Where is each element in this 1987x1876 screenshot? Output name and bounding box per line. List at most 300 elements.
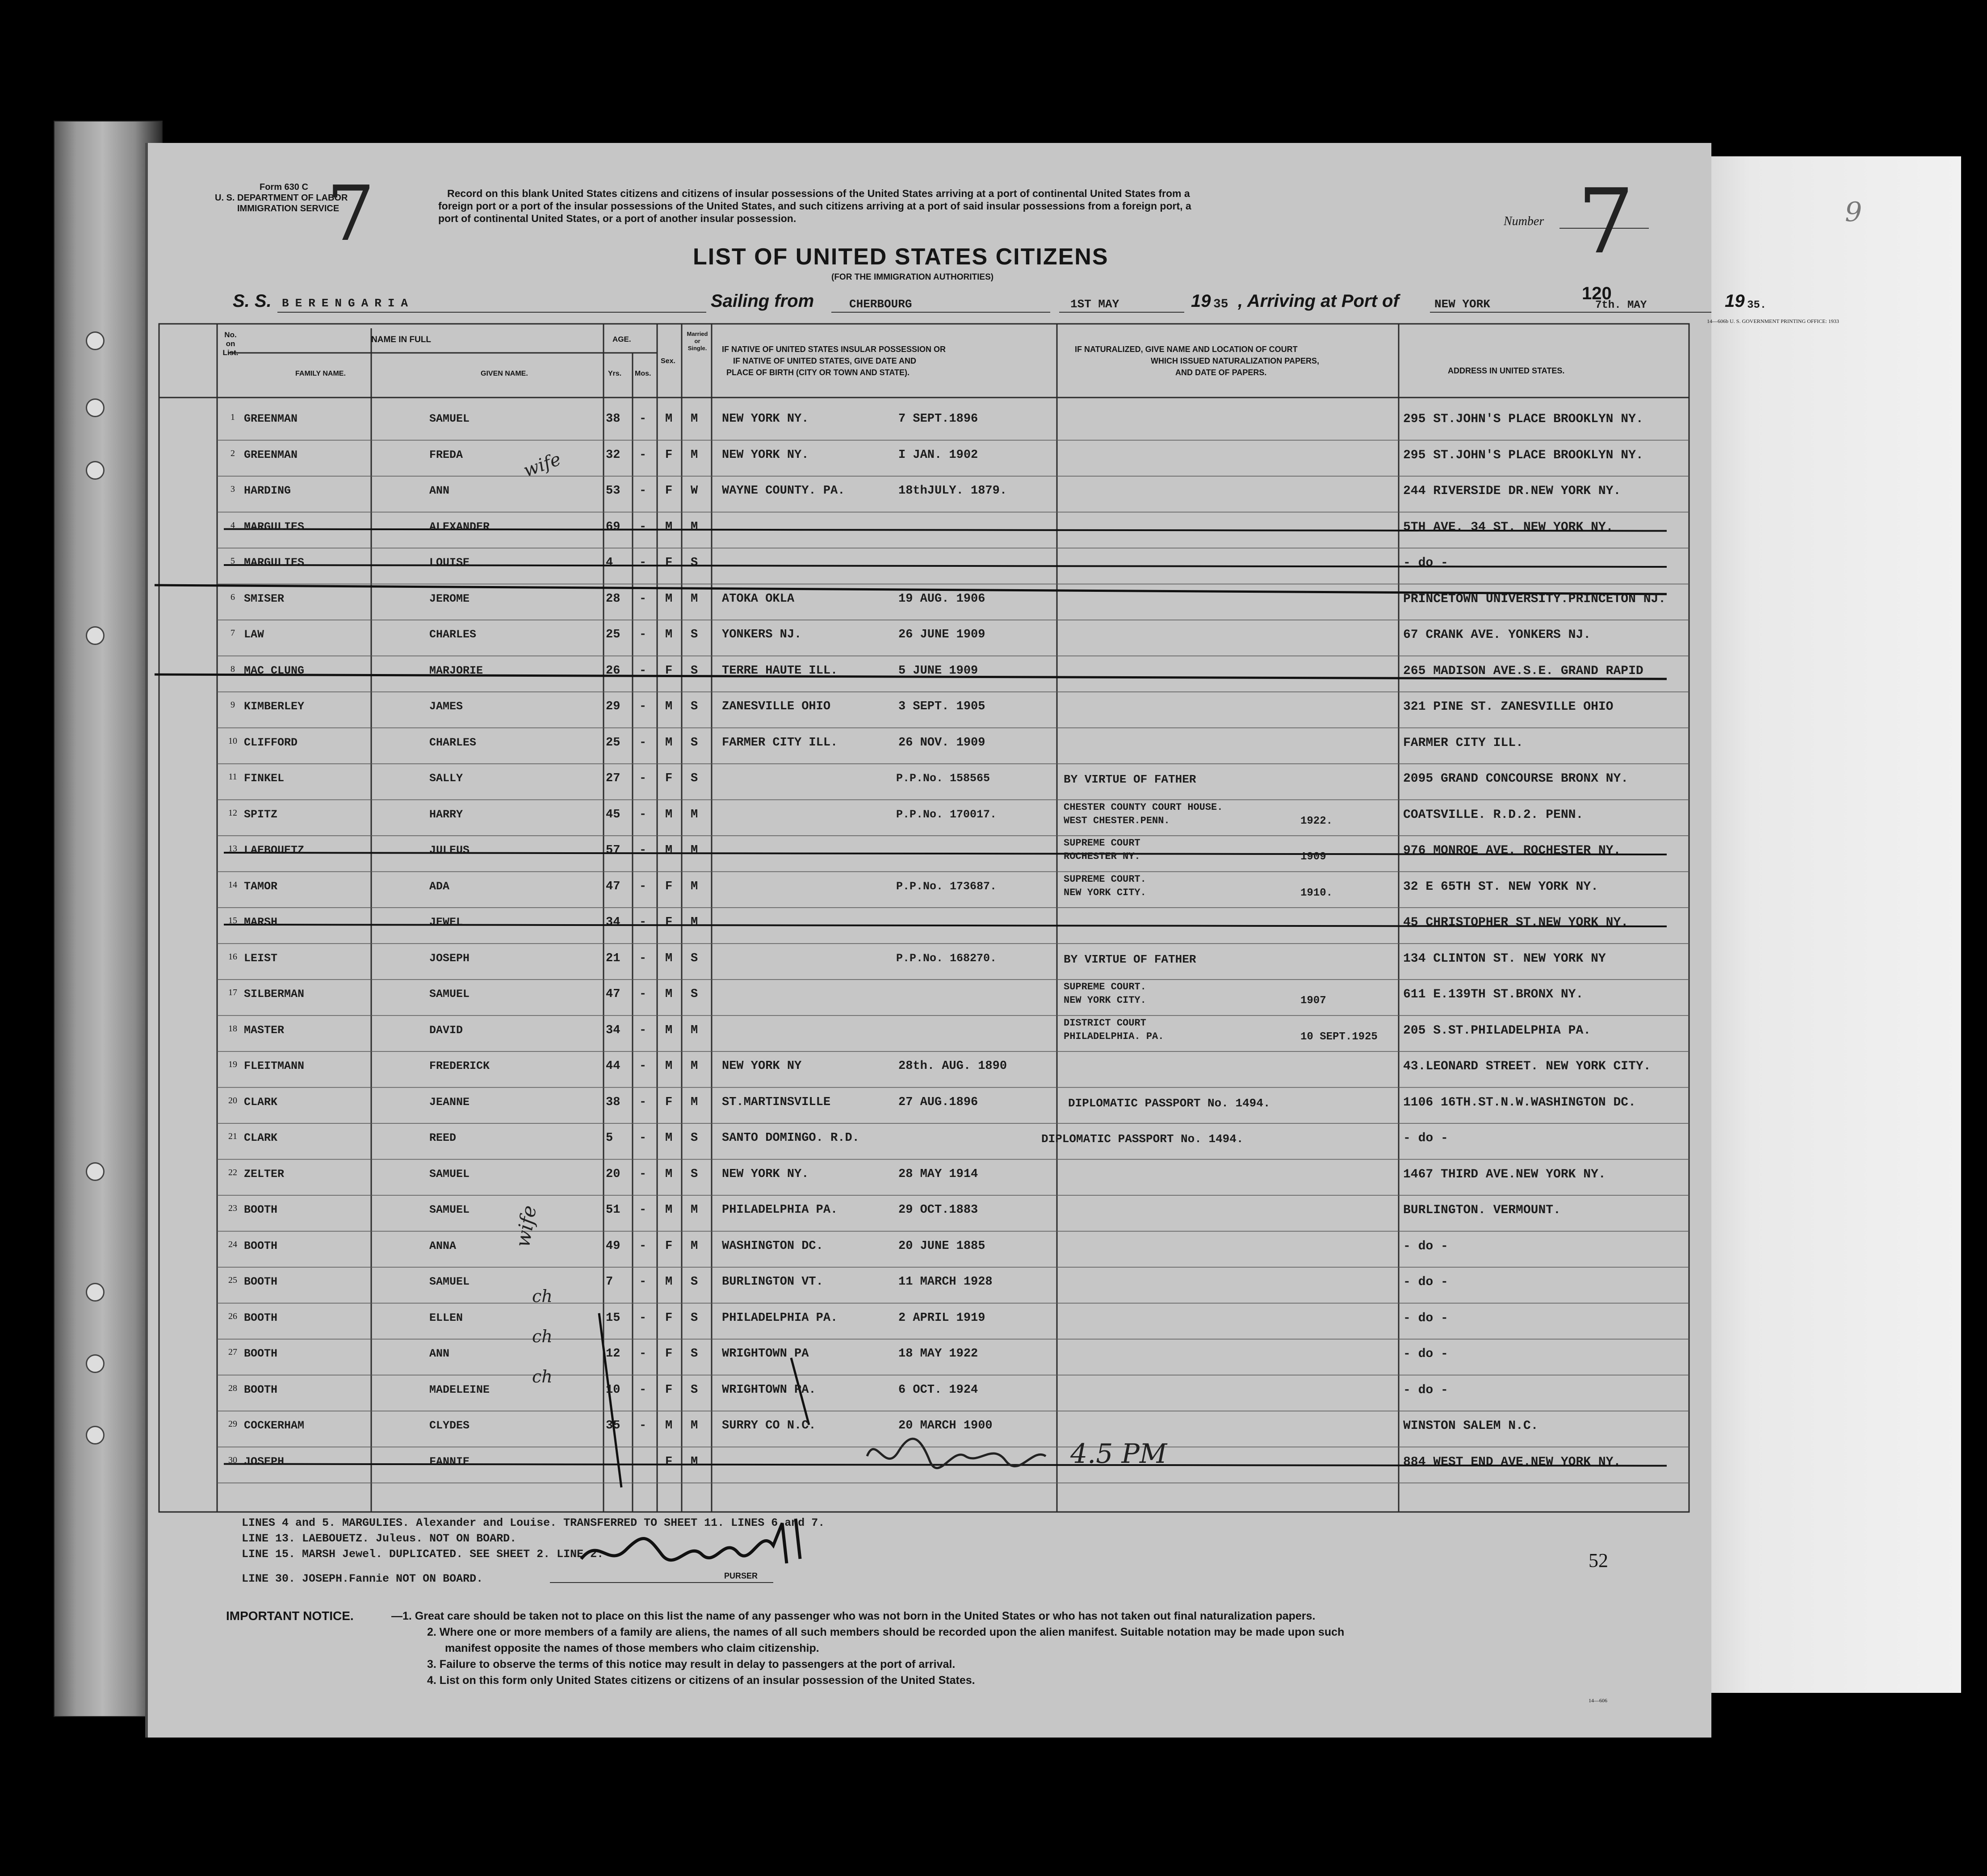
cell-mos: -	[639, 484, 647, 498]
col-header-age: AGE.	[612, 335, 631, 343]
cell-given: ANN	[429, 484, 450, 497]
handwritten-child-note: ch	[532, 1327, 553, 1346]
cell-given: ELLEN	[429, 1311, 463, 1324]
cell-ms: M	[691, 1239, 698, 1253]
cell-mos: -	[639, 916, 647, 929]
cell-sex: F	[665, 1383, 673, 1397]
col-header-mos: Mos.	[635, 370, 651, 377]
cell-ms: S	[691, 1131, 698, 1145]
cell-sex: M	[665, 988, 673, 1001]
cell-mos: -	[639, 1095, 647, 1109]
page-subtitle: (FOR THE IMMIGRATION AUTHORITIES)	[831, 272, 994, 282]
cell-mos: -	[639, 628, 647, 641]
binder-ring-hole	[86, 331, 105, 350]
cell-no: 26	[228, 1311, 237, 1321]
cell-pp: P.P.No. 158565	[896, 772, 990, 785]
cell-addr: - do -	[1403, 1131, 1448, 1145]
handwritten-annotation: 4.5 PM	[1070, 1438, 1167, 1470]
cell-yrs: 5	[606, 1131, 613, 1145]
cell-sex: F	[665, 879, 673, 893]
cell-ms: M	[691, 1455, 698, 1469]
cell-sex: F	[665, 1311, 673, 1325]
page-mark: 9	[1845, 197, 1862, 228]
cell-ms: M	[691, 844, 698, 857]
cell-yrs: 35	[606, 1419, 620, 1432]
instructions-line-2: foreign port or a port of the insular possessions of the United States, and such citizens arriving at a port of said insular possessions from a foreign port, a	[438, 200, 1191, 212]
cell-sex: M	[665, 736, 673, 750]
cell-ms: S	[691, 556, 698, 570]
cell-family: SMISER	[244, 592, 285, 605]
col-header-married: Married or Single.	[687, 331, 708, 352]
cell-given: JEROME	[429, 592, 470, 605]
col-header-given: GIVEN NAME.	[481, 370, 528, 377]
cell-naturalization: DISTRICT COURT	[1064, 1017, 1146, 1029]
cell-family: CLARK	[244, 1095, 278, 1109]
col-header-family: FAMILY NAME.	[295, 370, 346, 377]
col-header-naturalized-3: AND DATE OF PAPERS.	[1175, 368, 1267, 377]
cell-date: 3 SEPT. 1905	[898, 700, 985, 713]
cell-mos: -	[639, 736, 647, 750]
notice-heading: IMPORTANT NOTICE.	[226, 1609, 354, 1623]
cell-place: WAYNE COUNTY. PA.	[722, 484, 845, 498]
cell-given: LOUISE	[429, 556, 470, 569]
cell-yrs: 4	[606, 556, 613, 570]
year-to-prefix: 19	[1725, 291, 1745, 311]
cell-addr: 1106 16TH.ST.N.W.WASHINGTON DC.	[1403, 1095, 1636, 1110]
cell-given: CLYDES	[429, 1419, 470, 1432]
cell-yrs: 21	[606, 951, 620, 965]
cell-place: YONKERS NJ.	[722, 628, 802, 641]
cell-sex: M	[665, 520, 673, 534]
cell-place: SURRY CO N.C.	[722, 1419, 816, 1432]
cell-naturalization: DIPLOMATIC PASSPORT No. 1494.	[1041, 1132, 1244, 1146]
cell-sex: F	[665, 448, 673, 462]
cell-ms: M	[691, 1419, 698, 1432]
cell-ms: M	[691, 916, 698, 929]
cell-naturalization: SUPREME COURT.	[1064, 873, 1146, 885]
cell-sex: F	[665, 1455, 673, 1469]
cell-sex: M	[665, 700, 673, 713]
instructions-line-3: port of continental United States, or a port of another insular possession.	[438, 213, 796, 224]
cell-no: 1	[231, 412, 235, 422]
cell-yrs: 45	[606, 808, 620, 821]
cell-no: 4	[231, 520, 235, 530]
cell-given: SAMUEL	[429, 1167, 470, 1181]
cell-family: BOOTH	[244, 1383, 278, 1396]
cell-sex: M	[665, 1203, 673, 1217]
cell-given: FANNIE	[429, 1455, 470, 1468]
cell-addr: - do -	[1403, 556, 1448, 570]
cell-given: JOSEPH	[429, 951, 470, 965]
cell-yrs: 51	[606, 1203, 620, 1217]
cell-naturalization-date: 1907	[1300, 995, 1326, 1007]
cell-addr: 295 ST.JOHN'S PLACE BROOKLYN NY.	[1403, 448, 1643, 462]
cell-sex: M	[665, 1059, 673, 1073]
cell-place: BURLINGTON VT.	[722, 1275, 823, 1289]
manifest-grid	[148, 143, 1711, 1738]
cell-given: ADA	[429, 879, 450, 893]
cell-ms: M	[691, 1023, 698, 1037]
cell-addr: 884 WEST END AVE.NEW YORK NY.	[1403, 1455, 1621, 1469]
cell-family: LAW	[244, 628, 264, 641]
cell-mos: -	[639, 520, 647, 534]
cell-family: MAC CLUNG	[244, 664, 305, 677]
cell-date: 20 JUNE 1885	[898, 1239, 985, 1253]
date-to: 7th. MAY	[1595, 299, 1647, 311]
cell-ms: M	[691, 1095, 698, 1109]
cell-family: LAEBOUETZ	[244, 844, 305, 857]
cell-family: HARDING	[244, 484, 291, 497]
cell-yrs: 12	[606, 1347, 620, 1361]
cell-sex: M	[665, 1023, 673, 1037]
cell-mos: -	[639, 988, 647, 1001]
cell-sex: F	[665, 916, 673, 929]
cell-ms: M	[691, 448, 698, 462]
cell-yrs: 27	[606, 772, 620, 785]
cell-yrs: 15	[606, 1311, 620, 1325]
cell-family: COCKERHAM	[244, 1419, 305, 1432]
cell-given: SAMUEL	[429, 988, 470, 1001]
cell-ms: M	[691, 592, 698, 606]
cell-mos: -	[639, 1059, 647, 1073]
cell-mos: -	[639, 448, 647, 462]
cell-ms: S	[691, 988, 698, 1001]
page-title: LIST OF UNITED STATES CITIZENS	[693, 244, 1109, 270]
binder-ring-hole	[86, 1354, 105, 1373]
cell-given: MARJORIE	[429, 664, 483, 677]
cell-ms: S	[691, 1311, 698, 1325]
cell-given: CHARLES	[429, 736, 477, 749]
cell-no: 17	[228, 988, 237, 997]
cell-sex: M	[665, 1167, 673, 1181]
cell-sex: M	[665, 1275, 673, 1289]
binder-ring-hole	[86, 1426, 105, 1445]
cell-given: JEANNE	[429, 1095, 470, 1109]
cell-date: 29 OCT.1883	[898, 1203, 978, 1217]
manifest-page	[145, 143, 1839, 1738]
cell-given: HARRY	[429, 808, 463, 821]
handwritten-child-note: ch	[532, 1367, 553, 1386]
cell-no: 12	[228, 808, 237, 818]
cell-no: 28	[228, 1383, 237, 1393]
cell-date: 28th. AUG. 1890	[898, 1059, 1007, 1073]
cell-family: JOSEPH	[244, 1455, 285, 1468]
cell-mos: -	[639, 1275, 647, 1289]
cell-addr: 265 MADISON AVE.S.E. GRAND RAPID	[1403, 664, 1643, 678]
cell-family: ZELTER	[244, 1167, 285, 1181]
cell-place: ST.MARTINSVILLE	[722, 1095, 831, 1109]
cell-family: KIMBERLEY	[244, 700, 305, 713]
cell-addr: 2095 GRAND CONCOURSE BRONX NY.	[1403, 772, 1629, 786]
cell-mos: -	[639, 772, 647, 785]
cell-no: 15	[228, 916, 237, 925]
cell-addr: 321 PINE ST. ZANESVILLE OHIO	[1403, 700, 1614, 714]
cell-date: 28 MAY 1914	[898, 1167, 978, 1181]
cell-sex: F	[665, 1347, 673, 1361]
cell-given: FREDERICK	[429, 1059, 490, 1072]
cell-place: FARMER CITY ILL.	[722, 736, 838, 750]
instructions-line-1: Record on this blank United States citizens and citizens of insular possessions of the United States arriving at a port of continental United States from a	[447, 188, 1190, 199]
cell-no: 16	[228, 951, 237, 962]
col-header-no: No. on List.	[222, 331, 239, 357]
year-from: 35	[1213, 297, 1228, 311]
cell-naturalization-date: 1922.	[1300, 815, 1333, 827]
cell-given: CHARLES	[429, 628, 477, 641]
cell-addr: 67 CRANK AVE. YONKERS NJ.	[1403, 628, 1591, 642]
notice-item-1: —1. Great care should be taken not to place on this list the name of any passenger who was not born in the United States or who has not taken out final naturalization papers.	[391, 1610, 1316, 1622]
cell-date: 18thJULY. 1879.	[898, 484, 1007, 498]
cell-naturalization: BY VIRTUE OF FATHER	[1064, 773, 1196, 786]
purser-label: PURSER	[724, 1571, 758, 1580]
cell-addr: - do -	[1403, 1347, 1448, 1361]
cell-place: NEW YORK NY.	[722, 448, 809, 462]
cell-mos: -	[639, 700, 647, 713]
cell-place: WASHINGTON DC.	[722, 1239, 823, 1253]
cell-given: ANN	[429, 1347, 450, 1360]
cell-addr: 205 S.ST.PHILADELPHIA PA.	[1403, 1023, 1591, 1038]
cell-naturalization-date: 1909	[1300, 851, 1326, 863]
cell-addr: 295 ST.JOHN'S PLACE BROOKLYN NY.	[1403, 412, 1643, 426]
cell-no: 21	[228, 1131, 237, 1141]
cell-addr: COATSVILLE. R.D.2. PENN.	[1403, 808, 1584, 822]
cell-given: SALLY	[429, 772, 463, 785]
cell-addr: PRINCETOWN UNIVERSITY.PRINCETON NJ.	[1403, 592, 1666, 606]
year-from-prefix: 19	[1191, 291, 1211, 311]
cell-addr: 43.LEONARD STREET. NEW YORK CITY.	[1403, 1059, 1651, 1073]
cell-yrs: 28	[606, 592, 620, 606]
cell-addr: - do -	[1403, 1275, 1448, 1289]
cell-sex: M	[665, 412, 673, 426]
cell-pp: P.P.No. 170017.	[896, 808, 997, 821]
purser-signature	[572, 1510, 822, 1581]
cell-ms: S	[691, 1383, 698, 1397]
cell-date: 18 MAY 1922	[898, 1347, 978, 1361]
cell-addr: 976 MONROE AVE. ROCHESTER NY.	[1403, 844, 1621, 858]
cell-ms: S	[691, 1167, 698, 1181]
col-header-sex: Sex.	[661, 357, 675, 365]
cell-yrs: 25	[606, 628, 620, 641]
cell-mos: -	[639, 1203, 647, 1217]
cell-mos: -	[639, 1167, 647, 1181]
cell-family: BOOTH	[244, 1203, 278, 1216]
cell-family: MASTER	[244, 1023, 285, 1037]
cell-no: 25	[228, 1275, 237, 1285]
cell-naturalization-date: 10 SEPT.1925	[1300, 1030, 1378, 1043]
cell-no: 29	[228, 1419, 237, 1429]
binder-ring-hole	[86, 1283, 105, 1302]
cell-family: MARGULIES	[244, 520, 305, 533]
cell-sex: M	[665, 1419, 673, 1432]
cell-no: 18	[228, 1023, 237, 1034]
cell-sex: F	[665, 556, 673, 570]
service: IMMIGRATION SERVICE	[237, 204, 340, 214]
cell-date: 11 MARCH 1928	[898, 1275, 993, 1289]
cell-yrs: 47	[606, 879, 620, 893]
cell-sex: F	[665, 1095, 673, 1109]
cell-family: BOOTH	[244, 1275, 278, 1288]
cell-no: 19	[228, 1059, 237, 1069]
cell-family: BOOTH	[244, 1311, 278, 1324]
cell-given: SAMUEL	[429, 412, 470, 425]
cell-family: CLIFFORD	[244, 736, 298, 749]
cell-ms: S	[691, 736, 698, 750]
cell-mos: -	[639, 664, 647, 678]
cell-naturalization: PHILADELPHIA. PA.	[1064, 1030, 1164, 1042]
col-header-yrs: Yrs.	[608, 370, 622, 377]
cell-mos: -	[639, 844, 647, 857]
cell-family: BOOTH	[244, 1347, 278, 1360]
cell-family: BOOTH	[244, 1239, 278, 1252]
cell-no: 5	[231, 556, 235, 566]
cell-yrs: 47	[606, 988, 620, 1001]
cell-no: 23	[228, 1203, 237, 1213]
cell-no: 20	[228, 1095, 237, 1106]
cell-no: 13	[228, 844, 237, 854]
col-header-address: ADDRESS IN UNITED STATES.	[1448, 366, 1565, 375]
sheet-code: 120	[1582, 284, 1612, 303]
cell-sex: F	[665, 772, 673, 785]
handwritten-wife-note: wife	[520, 448, 564, 482]
note-line: LINE 30. JOSEPH.Fannie NOT ON BOARD.	[242, 1572, 483, 1585]
cell-mos: -	[639, 1311, 647, 1325]
cell-ms: S	[691, 772, 698, 785]
cell-mos: -	[639, 808, 647, 821]
cell-place: TERRE HAUTE ILL.	[722, 664, 838, 678]
cell-no: 7	[231, 628, 235, 638]
cell-place: NEW YORK NY	[722, 1059, 802, 1073]
cell-given: FREDA	[429, 448, 463, 461]
cell-given: SAMUEL	[429, 1275, 470, 1288]
cell-ms: S	[691, 951, 698, 965]
form-code: 14—606	[1589, 1697, 1607, 1704]
cell-ms: S	[691, 1347, 698, 1361]
cell-naturalization: DIPLOMATIC PASSPORT No. 1494.	[1068, 1096, 1270, 1110]
cell-ms: M	[691, 520, 698, 534]
cell-date: 5 JUNE 1909	[898, 664, 978, 678]
handwritten-scrawl	[863, 1429, 1050, 1483]
cell-given: REED	[429, 1131, 457, 1144]
cell-yrs: 49	[606, 1239, 620, 1253]
ship-name: BERENGARIA	[282, 297, 415, 310]
form-number: Form 630 C	[260, 182, 308, 192]
cell-mos: -	[639, 1383, 647, 1397]
cell-place: ZANESVILLE OHIO	[722, 700, 831, 713]
binder-ring-hole	[86, 1162, 105, 1181]
cell-place: NEW YORK NY.	[722, 1167, 809, 1181]
cell-mos: -	[639, 592, 647, 606]
cell-given: ALEXANDER	[429, 520, 490, 533]
cell-yrs: 25	[606, 736, 620, 750]
cell-addr: FARMER CITY ILL.	[1403, 736, 1523, 750]
cell-family: MARGULIES	[244, 556, 305, 569]
cell-family: SPITZ	[244, 808, 278, 821]
cell-date: 6 OCT. 1924	[898, 1383, 978, 1397]
cell-yrs: 32	[606, 448, 620, 462]
number-label: Number	[1504, 214, 1544, 228]
cell-naturalization-date: 1910.	[1300, 887, 1333, 899]
cell-given: JAMES	[429, 700, 463, 713]
cell-no: 9	[231, 700, 235, 710]
cell-date: 26 JUNE 1909	[898, 628, 985, 641]
cell-pp: P.P.No. 168270.	[896, 951, 997, 965]
cell-mos: -	[639, 556, 647, 570]
adjacent-page	[1680, 156, 1961, 1693]
cell-no: 14	[228, 879, 237, 890]
col-header-name: NAME IN FULL	[371, 335, 432, 344]
cell-place: WRIGHTOWN PA	[722, 1347, 809, 1361]
cell-family: GREENMAN	[244, 448, 298, 461]
cell-given: JEWEL	[429, 916, 463, 929]
cell-addr: 134 CLINTON ST. NEW YORK NY	[1403, 951, 1606, 966]
col-header-naturalized-1: IF NATURALIZED, GIVE NAME AND LOCATION OF COURT	[1075, 345, 1298, 354]
cell-no: 30	[228, 1455, 237, 1465]
cell-addr: 5TH AVE. 34 ST. NEW YORK NY.	[1403, 520, 1614, 534]
cell-mos: -	[639, 1347, 647, 1361]
cell-no: 11	[228, 772, 237, 782]
cell-ms: S	[691, 700, 698, 713]
cell-ms: M	[691, 1059, 698, 1073]
cell-addr: 32 E 65TH ST. NEW YORK NY.	[1403, 879, 1598, 894]
cell-yrs: 38	[606, 1095, 620, 1109]
cell-naturalization: ROCHESTER NY.	[1064, 851, 1140, 862]
cell-yrs: 38	[606, 412, 620, 426]
note-line: LINE 15. MARSH Jewel. DUPLICATED. SEE SHEET 2. LINE 2.	[242, 1548, 604, 1561]
cell-yrs: 34	[606, 1023, 620, 1037]
cell-ms: S	[691, 1275, 698, 1289]
cell-pp: P.P.No. 173687.	[896, 879, 997, 893]
handwritten-child-note: ch	[532, 1286, 553, 1306]
ss-label: S. S.	[233, 291, 272, 311]
cell-ms: W	[691, 484, 698, 498]
cell-yrs: 57	[606, 844, 620, 857]
col-header-native-2: IF NATIVE OF UNITED STATES, GIVE DATE AND	[733, 356, 917, 365]
gpo-note: 14—606b U. S. GOVERNMENT PRINTING OFFICE: 1933	[1707, 318, 1839, 324]
cell-date: 19 AUG. 1906	[898, 592, 985, 606]
cell-yrs: 7	[606, 1275, 613, 1289]
cell-yrs: 10	[606, 1383, 620, 1397]
binder-ring-hole	[86, 398, 105, 417]
cell-given: ANNA	[429, 1239, 457, 1252]
binder-ring-hole	[86, 626, 105, 645]
port-to: NEW YORK	[1434, 297, 1490, 311]
notice-item-4: 4. List on this form only United States citizens or citizens of an insular possession of the United States.	[427, 1674, 975, 1687]
cell-ms: M	[691, 879, 698, 893]
cell-mos: -	[639, 412, 647, 426]
date-from: 1ST MAY	[1070, 297, 1119, 311]
cell-naturalization: NEW YORK CITY.	[1064, 995, 1146, 1006]
cell-place: ATOKA OKLA	[722, 592, 795, 606]
cell-addr: BURLINGTON. VERMOUNT.	[1403, 1203, 1561, 1217]
cell-naturalization: CHESTER COUNTY COURT HOUSE.	[1064, 801, 1223, 813]
cell-place: SANTO DOMINGO. R.D.	[722, 1131, 859, 1145]
cell-given: SAMUEL	[429, 1203, 470, 1216]
notice-item-2-cont: manifest opposite the names of those members who claim citizenship.	[445, 1642, 819, 1654]
cell-family: SILBERMAN	[244, 988, 305, 1001]
port-from: CHERBOURG	[849, 297, 912, 311]
cell-date: 20 MARCH 1900	[898, 1419, 993, 1432]
cell-addr: 45 CHRISTOPHER ST.NEW YORK NY.	[1403, 916, 1629, 930]
cell-sex: M	[665, 628, 673, 641]
cell-no: 6	[231, 592, 235, 602]
cell-ms: M	[691, 808, 698, 821]
cell-sex: M	[665, 844, 673, 857]
cell-no: 27	[228, 1347, 237, 1357]
cell-family: LEIST	[244, 951, 278, 965]
cell-mos: -	[639, 879, 647, 893]
cell-yrs: 34	[606, 916, 620, 929]
cell-sex: M	[665, 951, 673, 965]
cell-yrs: 69	[606, 520, 620, 534]
